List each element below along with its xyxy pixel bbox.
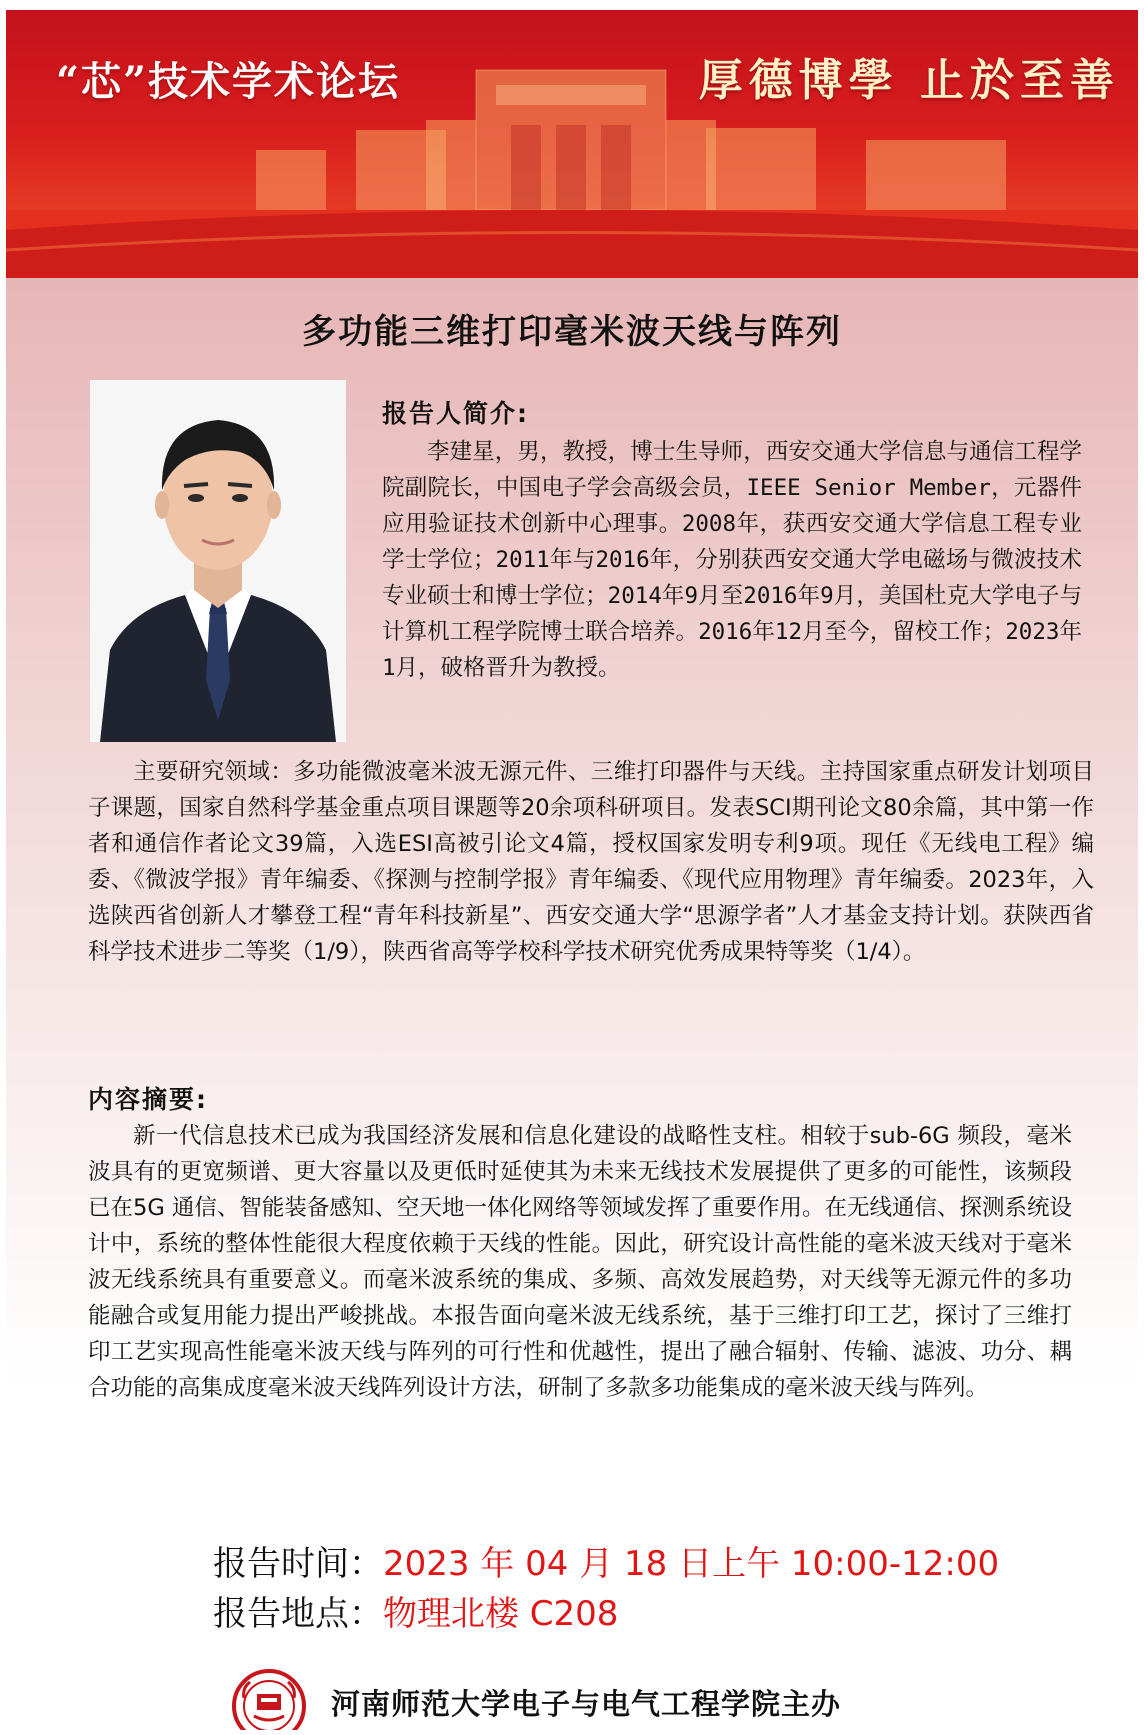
report-time-row xyxy=(213,1536,999,1585)
report-place-label: 报告地点： xyxy=(213,1594,383,1634)
forum-title: “芯”技术学术论坛 xyxy=(56,58,401,105)
host-organization: 河南师范大学电子与电气工程学院主办 xyxy=(331,1687,842,1721)
abstract-text: 新一代信息技术已成为我国经济发展和信息化建设的战略性支柱。相较于sub-6G 频段，毫米波具有的更宽频谱、更大容量以及更低时延使其为未来无线技术发展提供了更多的可能性，该频段已在5G 通信、智能装备感知、空天地一体化网络等领域发挥了重要作用。在无线通信、探测系统设计中，系统的整体性能很大程度依赖于天线的性能。因此，研究设计高性能的毫米波天线对于毫米波无线系统具有重要意义。而毫米波系统的集成、多频、高效发展趋势，对天线等无源元件的多功能融合或复用能力提出严峻挑战。本报告面向毫米波无线系统，基于三维打印工艺，探讨了三维打印工艺实现高性能毫米波天线与阵列的可行性和优越性，提出了融合辐射、传输、滤波、功分、耦合功能的高集成度毫米波天线阵列设计方法，研制了多款多功能集成的毫米波天线与阵列。 xyxy=(88,1123,1072,1401)
research-text: 主要研究领域：多功能微波毫米波无源元件、三维打印器件与天线。主持国家重点研发计划项目子课题，国家自然科学基金重点项目课题等20余项科研项目。发表SCI期刊论文80余篇，其中第一作者和通信作者论文39篇，入选ESI高被引论文4篇，授权国家发明专利9项。现任《无线电工程》编委、《微波学报》青年编委、《探测与控制学报》青年编委、《现代应用物理》青年编委。2023年，入选陕西省创新人才攀登工程“青年科技新星”、西安交通大学“思源学者”人才基金支持计划。获陕西省科学技术进步二等奖（1/9），陕西省高等学校科学技术研究优秀成果特等奖（1/4）。 xyxy=(88,759,1094,965)
abstract-heading: 内容摘要: xyxy=(88,1085,208,1114)
talk-title: 多功能三维打印毫米波天线与阵列 xyxy=(302,312,842,352)
speaker-portrait-image xyxy=(90,380,346,742)
poster-page xyxy=(6,10,1138,1730)
speaker-photo xyxy=(90,380,346,742)
report-time-value: 2023 年 04 月 18 日上午 10:00-12:00 xyxy=(383,1544,1000,1584)
report-time-label: 报告时间： xyxy=(213,1544,383,1584)
bio-heading: 报告人简介: xyxy=(382,399,529,428)
university-motto: 厚德博學 止於至善 xyxy=(698,55,1120,106)
header-banner xyxy=(6,10,1138,278)
report-place-row xyxy=(213,1586,618,1635)
university-seal-icon xyxy=(230,1668,308,1730)
report-place-value: 物理北楼 C208 xyxy=(383,1594,619,1634)
bio-text: 李建星，男，教授，博士生导师，西安交通大学信息与通信工程学院副院长，中国电子学会高级会员，IEEE Senior Member，元器件应用验证技术创新中心理事。2008年，获西安交通大学信息工程专业学士学位；2011年与2016年，分别获西安交通大学电磁场与微波技术专业硕士和博士学位；2014年9月至2016年9月，美国杜克大学电子与计算机工程学院博士联合培养。2016年12月至今，留校工作；2023年1月，破格晋升为教授。 xyxy=(382,439,1082,681)
